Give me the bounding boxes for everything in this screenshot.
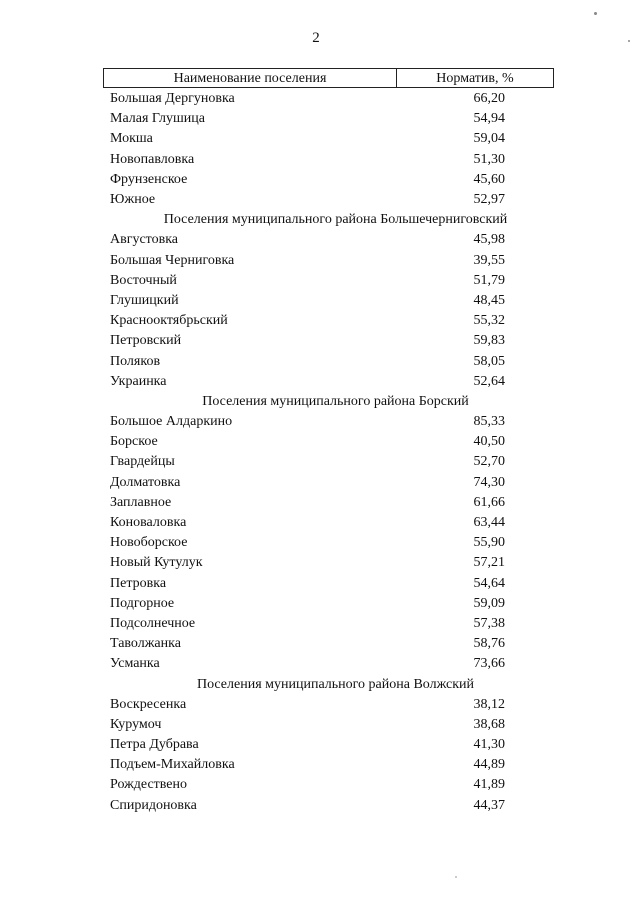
scan-speck	[594, 12, 597, 15]
table-row	[103, 412, 554, 432]
normative-value: 54,94	[473, 111, 505, 127]
settlement-name: Борское	[110, 434, 158, 450]
settlement-name: Новоборское	[110, 535, 188, 551]
table-row	[103, 452, 554, 472]
settlement-name: Спиридоновка	[110, 797, 197, 813]
table-row	[103, 634, 554, 654]
table-row	[103, 372, 554, 392]
table-body	[103, 89, 554, 816]
settlement-name: Усманка	[110, 656, 160, 672]
table-row	[103, 614, 554, 634]
normative-value: 38,68	[473, 716, 505, 732]
settlement-name: Подгорное	[110, 595, 175, 611]
settlement-name: Поляков	[110, 353, 161, 369]
normative-value: 44,37	[473, 797, 505, 813]
settlement-name: Восточный	[110, 272, 177, 288]
table-row	[103, 594, 554, 614]
table-row	[103, 150, 554, 170]
normative-value: 39,55	[473, 252, 505, 268]
settlement-name: Петровский	[110, 333, 182, 349]
scan-speck	[628, 40, 630, 42]
normative-value: 61,66	[473, 494, 505, 510]
normative-value: 44,89	[473, 757, 505, 773]
normative-value: 59,83	[473, 333, 505, 349]
normative-value: 52,70	[473, 454, 505, 470]
settlement-name: Петровка	[110, 575, 167, 591]
table-row	[103, 432, 554, 452]
table-row	[103, 89, 554, 109]
table-row	[103, 331, 554, 351]
normative-value: 57,21	[473, 555, 505, 571]
normative-value: 58,05	[473, 353, 505, 369]
normative-value: 85,33	[473, 414, 505, 430]
settlement-name: Южное	[110, 192, 156, 208]
normative-value: 45,60	[473, 171, 505, 187]
table-row	[103, 271, 554, 291]
settlement-name: Коноваловка	[110, 515, 187, 531]
settlement-name: Новый Кутулук	[110, 555, 203, 571]
normatives-table	[103, 68, 554, 816]
table-row	[103, 473, 554, 493]
table-row	[103, 574, 554, 594]
table-row	[103, 796, 554, 816]
settlement-name: Украинка	[110, 373, 167, 389]
normative-value: 73,66	[473, 656, 505, 672]
normative-value: 59,04	[473, 131, 505, 147]
table-row	[103, 775, 554, 795]
table-row	[103, 230, 554, 250]
table-row	[103, 190, 554, 210]
settlement-name: Большая Дергуновка	[110, 91, 235, 107]
section-heading: Поселения муниципального района Борский	[202, 393, 469, 409]
normative-value: 38,12	[473, 696, 505, 712]
settlement-name: Большое Алдаркино	[110, 414, 233, 430]
table-row	[103, 513, 554, 533]
settlement-name: Новопавловка	[110, 151, 195, 167]
table-row	[103, 695, 554, 715]
settlement-name: Краснооктябрьский	[110, 313, 228, 329]
normative-value: 63,44	[473, 515, 505, 531]
normative-value: 41,30	[473, 737, 505, 753]
table-row	[103, 109, 554, 129]
settlement-name: Подсолнечное	[110, 615, 196, 631]
settlement-name: Таволжанка	[110, 636, 181, 652]
normative-value: 51,30	[473, 151, 505, 167]
settlement-name: Подъем-Михайловка	[110, 757, 235, 773]
settlement-name: Августовка	[110, 232, 179, 248]
settlement-name: Гвардейцы	[110, 454, 175, 470]
table-row	[103, 351, 554, 371]
table-row	[103, 129, 554, 149]
settlement-name: Заплавное	[110, 494, 172, 510]
table-row	[103, 735, 554, 755]
section-heading: Поселения муниципального района Волжский	[196, 676, 475, 692]
normative-value: 54,64	[473, 575, 505, 591]
table-row	[103, 654, 554, 674]
table-row	[103, 251, 554, 271]
table-header	[103, 68, 554, 88]
settlement-name: Глушицкий	[110, 292, 179, 308]
normative-value: 45,98	[473, 232, 505, 248]
normative-value: 66,20	[473, 91, 505, 107]
table-row	[103, 170, 554, 190]
settlement-name: Малая Глушица	[110, 111, 205, 127]
normative-value: 52,64	[473, 373, 505, 389]
normative-value: 55,32	[473, 313, 505, 329]
table-row	[103, 715, 554, 735]
settlement-name: Фрунзенское	[110, 171, 188, 187]
settlement-name: Курумоч	[110, 716, 162, 732]
page-number: 2	[312, 30, 320, 46]
normative-value: 40,50	[473, 434, 505, 450]
settlement-name: Большая Черниговка	[110, 252, 235, 268]
table-row	[103, 553, 554, 573]
normative-value: 74,30	[473, 474, 505, 490]
section-heading: Поселения муниципального района Большечерниговский	[163, 212, 508, 228]
normative-value: 41,89	[473, 777, 505, 793]
table-row	[103, 755, 554, 775]
normative-value: 58,76	[473, 636, 505, 652]
normative-value: 52,97	[473, 192, 505, 208]
normative-value: 48,45	[473, 292, 505, 308]
normative-value: 57,38	[473, 615, 505, 631]
normative-value: 51,79	[473, 272, 505, 288]
settlement-name: Воскресенка	[110, 696, 187, 712]
scan-speck	[455, 876, 457, 878]
header-normative: Норматив, %	[436, 71, 514, 86]
table-row	[103, 291, 554, 311]
settlement-name: Долматовка	[110, 474, 181, 490]
settlement-name: Мокша	[110, 131, 153, 147]
table-row	[103, 311, 554, 331]
settlement-name: Петра Дубрава	[110, 737, 199, 753]
normative-value: 55,90	[473, 535, 505, 551]
settlement-name: Рождествено	[110, 777, 188, 793]
header-settlement-name: Наименование поселения	[104, 69, 397, 87]
table-row	[103, 493, 554, 513]
table-row	[103, 533, 554, 553]
normative-value: 59,09	[473, 595, 505, 611]
